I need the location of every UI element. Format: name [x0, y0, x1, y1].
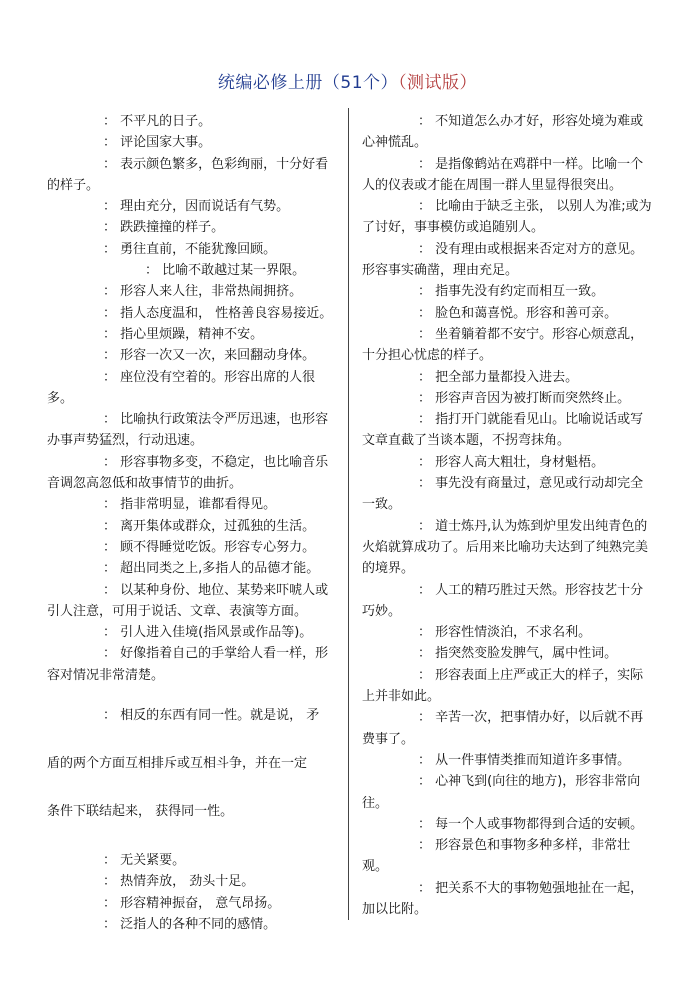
- long-entry-line: 条件下联结起来， 获得同一性。: [47, 804, 234, 820]
- page-title: [0, 68, 695, 93]
- definition-entry: ： 形容人来人往，非常热闹拥挤。: [103, 284, 303, 300]
- definition-entry: ： 评论国家大事。: [103, 135, 212, 151]
- definition-entry: ： 把全部力量都投入进去。: [418, 369, 579, 385]
- definition-entry: ： 指突然变脸发脾气，属中性词。: [418, 646, 618, 662]
- definition-entry: ： 形容一次又一次，来回翻动身体。: [103, 348, 316, 364]
- definition-entry: ： 比喻不敢越过某一界限。: [145, 263, 306, 279]
- definition-entry: ： 指打开门就能看见山。比喻说话或写文章直截了当谈本题，不拐弯抹角。: [362, 412, 644, 449]
- definition-entry: ： 脸色和蔼喜悦。形容和善可亲。: [418, 305, 618, 321]
- definition-entry: ： 超出同类之上,多指人的品德才能。: [103, 561, 320, 577]
- spacer: [47, 686, 339, 704]
- definition-entry: ： 辛苦一次，把事情办好，以后就不再费事了。: [362, 710, 644, 747]
- long-entry-line: ： 相反的东西有同一性。就是说， 矛: [103, 708, 320, 724]
- definition-entry: ： 是指像鹤站在鸡群中一样。比喻一个人的仪表或才能在周围一群人里显得很突出。: [362, 156, 644, 193]
- definition-entry: ： 勇往直前，不能犹豫回顾。: [103, 241, 277, 257]
- definition-entry: ： 比喻由于缺乏主张， 以别人为准;或为了讨好，事事模仿或追随别人。: [362, 199, 652, 236]
- definition-entry: ： 以某种身份、地位、某势来吓唬人或引人注意，可用于说话、文章、表演等方面。: [47, 582, 329, 619]
- definition-entry: ： 顾不得睡觉吃饭。形容专心努力。: [103, 539, 316, 555]
- definition-entry: ： 无关紧要。: [103, 853, 186, 869]
- definition-entry: ： 不知道怎么办才好，形容处境为难或心神慌乱。: [362, 114, 644, 151]
- definition-entry: ： 坐着躺着都不安宁。形容心烦意乱，十分担心忧虑的样子。: [362, 326, 644, 364]
- definition-entry: ： 形容性情淡泊，不求名利。: [418, 625, 592, 641]
- definition-entry: ： 形容事物多变，不稳定，也比喻音乐音调忽高忽低和故事情节的曲折。: [47, 454, 329, 492]
- definition-entry: ： 指心里烦躁，精神不安。: [103, 326, 264, 342]
- definition-entry: ： 事先没有商量过，意见或行动却完全一致。: [362, 476, 644, 513]
- column-divider: [348, 108, 349, 920]
- definition-entry: ： 指非常明显，谁都看得见。: [103, 497, 277, 513]
- definition-entry: ： 从一件事情类推而知道许多事情。: [418, 752, 631, 768]
- definition-entry: ： 形容精神振奋， 意气昂扬。: [103, 895, 281, 911]
- definition-entry: ： 指事先没有约定而相互一致。: [418, 284, 605, 300]
- definition-entry: ： 形容景色和事物多种多样，非常壮观。: [362, 838, 631, 875]
- definition-entry: ： 不平凡的日子。: [103, 114, 212, 129]
- title-main: 统编必修上册（51个）: [217, 73, 399, 93]
- definition-entry: ： 引人进入佳境(指风景或作品等)。: [103, 625, 313, 641]
- definition-entry: ： 好像指着自己的手掌给人看一样，形容对情况非常清楚。: [47, 646, 329, 683]
- long-entry-line: 盾的两个方面互相排斥或互相斗争，并在一定: [47, 756, 308, 772]
- definition-entry: ： 离开集体或群众，过孤独的生活。: [103, 518, 316, 534]
- definition-entry: ： 形容表面上庄严或正大的样子，实际上并非如此。: [362, 667, 644, 705]
- left-column: [47, 111, 339, 935]
- definition-entry: ： 理由充分，因而说话有气势。: [103, 199, 290, 215]
- definition-entry: ： 形容人高大粗壮，身材魁梧。: [418, 454, 605, 470]
- definition-entry: ： 道士炼丹,认为炼到炉里发出纯青色的火焰就算成功了。后用来比喻功夫达到了纯熟完美的境界。: [362, 518, 649, 577]
- definition-entry: ： 把关系不大的事物勉强地扯在一起，加以比附。: [362, 880, 644, 917]
- definition-entry: ： 表示颜色繁多，色彩绚丽，十分好看的样子。: [47, 156, 329, 193]
- left-entries: [47, 111, 339, 686]
- definition-entry: ： 没有理由或根据来否定对方的意见。形容事实确凿，理由充足。: [362, 241, 644, 279]
- right-column: [362, 111, 654, 920]
- definition-entry: ： 跌跌撞撞的样子。: [103, 220, 225, 236]
- left-tail-entries: [47, 850, 339, 935]
- definition-entry: ： 座位没有空着的。形容出席的人很多。: [47, 369, 316, 406]
- definition-entry: ： 心神飞到(向往的地方)，形容非常向往。: [362, 774, 641, 811]
- definition-entry: ： 形容声音因为被打断而突然终止。: [418, 390, 631, 406]
- definition-entry: ： 人工的精巧胜过天然。形容技艺十分巧妙。: [362, 582, 644, 619]
- definition-entry: ： 泛指人的各种不同的感情。: [103, 916, 277, 932]
- definition-entry: ： 每一个人或事物都得到合适的安顿。: [418, 816, 644, 832]
- definition-entry: ： 比喻执行政策法令严厉迅速，也形容办事声势猛烈，行动迅速。: [47, 412, 329, 449]
- title-sub: （测试版）: [398, 73, 478, 93]
- definition-entry: ： 热情奔放， 劲头十足。: [103, 874, 255, 890]
- spacer: [47, 824, 339, 850]
- definition-entry: ： 指人态度温和， 性格善良容易接近。: [103, 305, 333, 321]
